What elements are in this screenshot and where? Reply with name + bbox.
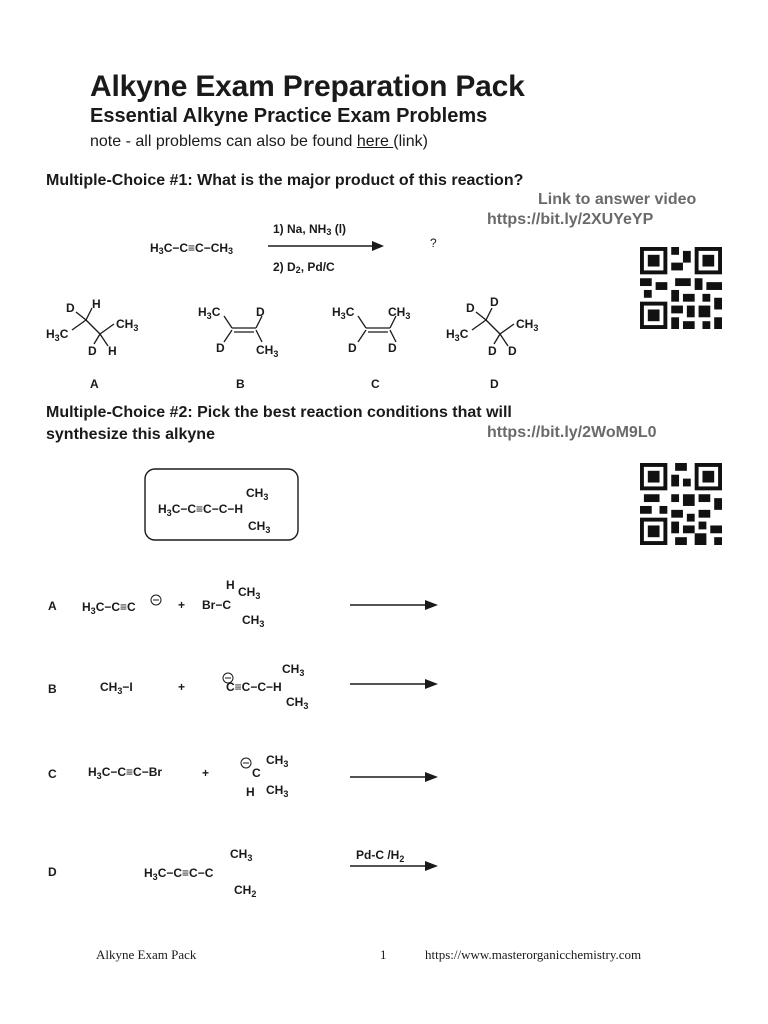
svg-text:H3C: $H_3C$ — [46, 327, 69, 343]
svg-text:CH3: $CH_3$ — [246, 486, 269, 502]
svg-text:CH3: $CH_3$ — [266, 783, 289, 799]
q2-option-b-label[interactable]: B — [48, 682, 57, 696]
svg-text:CH3: $CH_3$ — [248, 519, 271, 535]
q2-option-d-reagent: Pd-C /H — [356, 848, 400, 862]
q1-option-b-label[interactable]: B — [236, 377, 245, 391]
q1-link-url[interactable]: https://bit.ly/2XUYeYP — [487, 211, 654, 228]
q1-option-a-structure — [44, 292, 154, 362]
q1-option-c-label[interactable]: C — [371, 377, 380, 391]
svg-text:CH3: $CH_3$ — [388, 305, 411, 321]
q1-reagent-step2: 2) $D_2$, Pd/C — [273, 260, 335, 275]
q2-option-d-label[interactable]: D — [48, 865, 57, 879]
note-link[interactable]: here — [356, 133, 394, 150]
q2-qr-code-icon — [640, 463, 722, 545]
svg-text:CH3: $CH_3$ — [282, 662, 305, 678]
svg-text:CH3: $CH_3$ — [516, 317, 539, 333]
svg-text:CH3: $CH_3$ — [266, 753, 289, 769]
footer-page-number: 1 — [380, 947, 387, 962]
svg-text:D: D — [88, 344, 97, 358]
svg-text:CH3: $CH_3$ — [230, 847, 253, 863]
svg-text:Pd-C /H2: Pd-C $/H_2$ — [356, 848, 405, 864]
q2-option-b-reaction — [80, 658, 450, 714]
q2-option-a-reaction — [80, 578, 450, 632]
question-2-line-2: synthesize this alkyne — [46, 426, 215, 443]
svg-text:CH3: $CH_3$ — [238, 585, 261, 601]
question-2-line-1: Multiple-Choice #2: Pick the best reaction conditions that will — [46, 404, 512, 421]
q2-option-d-reaction — [80, 840, 450, 900]
svg-text:D: D — [388, 341, 397, 355]
svg-text:H: H — [246, 785, 255, 799]
svg-text:D: D — [508, 344, 517, 358]
svg-text:+: + — [202, 766, 210, 780]
svg-text:Br−C: Br−C — [202, 598, 232, 612]
question-2 — [46, 402, 512, 446]
svg-text:H3C−C≡C: $H_3C-C\equiv C$ — [82, 600, 136, 616]
svg-text:H3C−C≡C−Br: $H_3C-C\equiv C-Br$ — [88, 765, 163, 781]
note — [90, 133, 428, 151]
svg-text:D: D — [490, 295, 499, 309]
q1-option-d-structure — [444, 292, 554, 362]
q1-link-label: Link to answer video — [538, 191, 697, 208]
svg-text:CH2: $CH_2$ — [234, 883, 257, 899]
svg-text:C≡C−C−H: C≡C−C−H — [226, 680, 282, 694]
svg-text:CH3: $CH_3$ — [286, 695, 309, 711]
svg-text:H: H — [108, 344, 117, 358]
q1-option-d-label[interactable]: D — [490, 377, 499, 391]
q1-qr-code-icon — [640, 247, 722, 329]
page-title: Alkyne Exam Preparation Pack — [90, 70, 525, 103]
q2-option-c-reaction — [80, 748, 450, 804]
svg-text:H3C: $H_3C$ — [198, 305, 221, 321]
q2-option-a-label[interactable]: A — [48, 599, 57, 613]
svg-text:D: D — [256, 305, 265, 319]
footer-url[interactable]: https://www.masterorganicchemistry.com — [425, 947, 642, 962]
svg-text:D: D — [348, 341, 357, 355]
svg-text:+: + — [178, 680, 186, 694]
note-prefix: note - all problems can also be found — [90, 133, 357, 150]
q2-target-molecule-box — [144, 468, 300, 542]
q1-reactant: $H_3C-C\equiv C-CH_3$ — [150, 241, 234, 256]
svg-text:D: D — [66, 301, 75, 315]
svg-text:H3C: $H_3C$ — [332, 305, 355, 321]
q1-reagent-step1: 1) Na, $NH_3$ (l) — [273, 222, 347, 237]
q1-option-b-structure — [196, 300, 296, 360]
svg-text:H: H — [226, 578, 235, 592]
q1-option-c-structure — [330, 300, 430, 360]
svg-text:H: H — [92, 297, 101, 311]
q1-product: ? — [430, 236, 437, 250]
svg-text:C: C — [252, 766, 261, 780]
q2-option-c-label[interactable]: C — [48, 767, 57, 781]
svg-text:H3C−C≡C−C: $H_3C-C\equiv C-C$ — [144, 866, 214, 882]
svg-text:+: + — [178, 598, 186, 612]
svg-text:H3C−C≡C−C−H: $H_3C-C\equiv C-C-H$ — [158, 502, 244, 518]
svg-text:H3C: $H_3C$ — [446, 327, 469, 343]
svg-text:D: D — [216, 341, 225, 355]
svg-text:CH3: $CH_3$ — [116, 317, 139, 333]
note-suffix: (link) — [393, 133, 428, 150]
q2-link-url[interactable]: https://bit.ly/2WoM9L0 — [487, 424, 657, 441]
svg-text:CH3: $CH_3$ — [242, 613, 265, 629]
footer-left: Alkyne Exam Pack — [96, 947, 197, 962]
question-1: Multiple-Choice #1: What is the major product of this reaction? — [46, 172, 524, 189]
q1-option-a-label[interactable]: A — [90, 377, 99, 391]
svg-text:D: D — [466, 301, 475, 315]
page-subtitle: Essential Alkyne Practice Exam Problems — [90, 105, 488, 127]
q1-reaction-arrow — [268, 240, 388, 252]
svg-text:CH3: $CH_3$ — [256, 343, 279, 359]
svg-text:CH3−I: $CH_3-I$ — [100, 680, 133, 696]
svg-text:D: D — [488, 344, 497, 358]
